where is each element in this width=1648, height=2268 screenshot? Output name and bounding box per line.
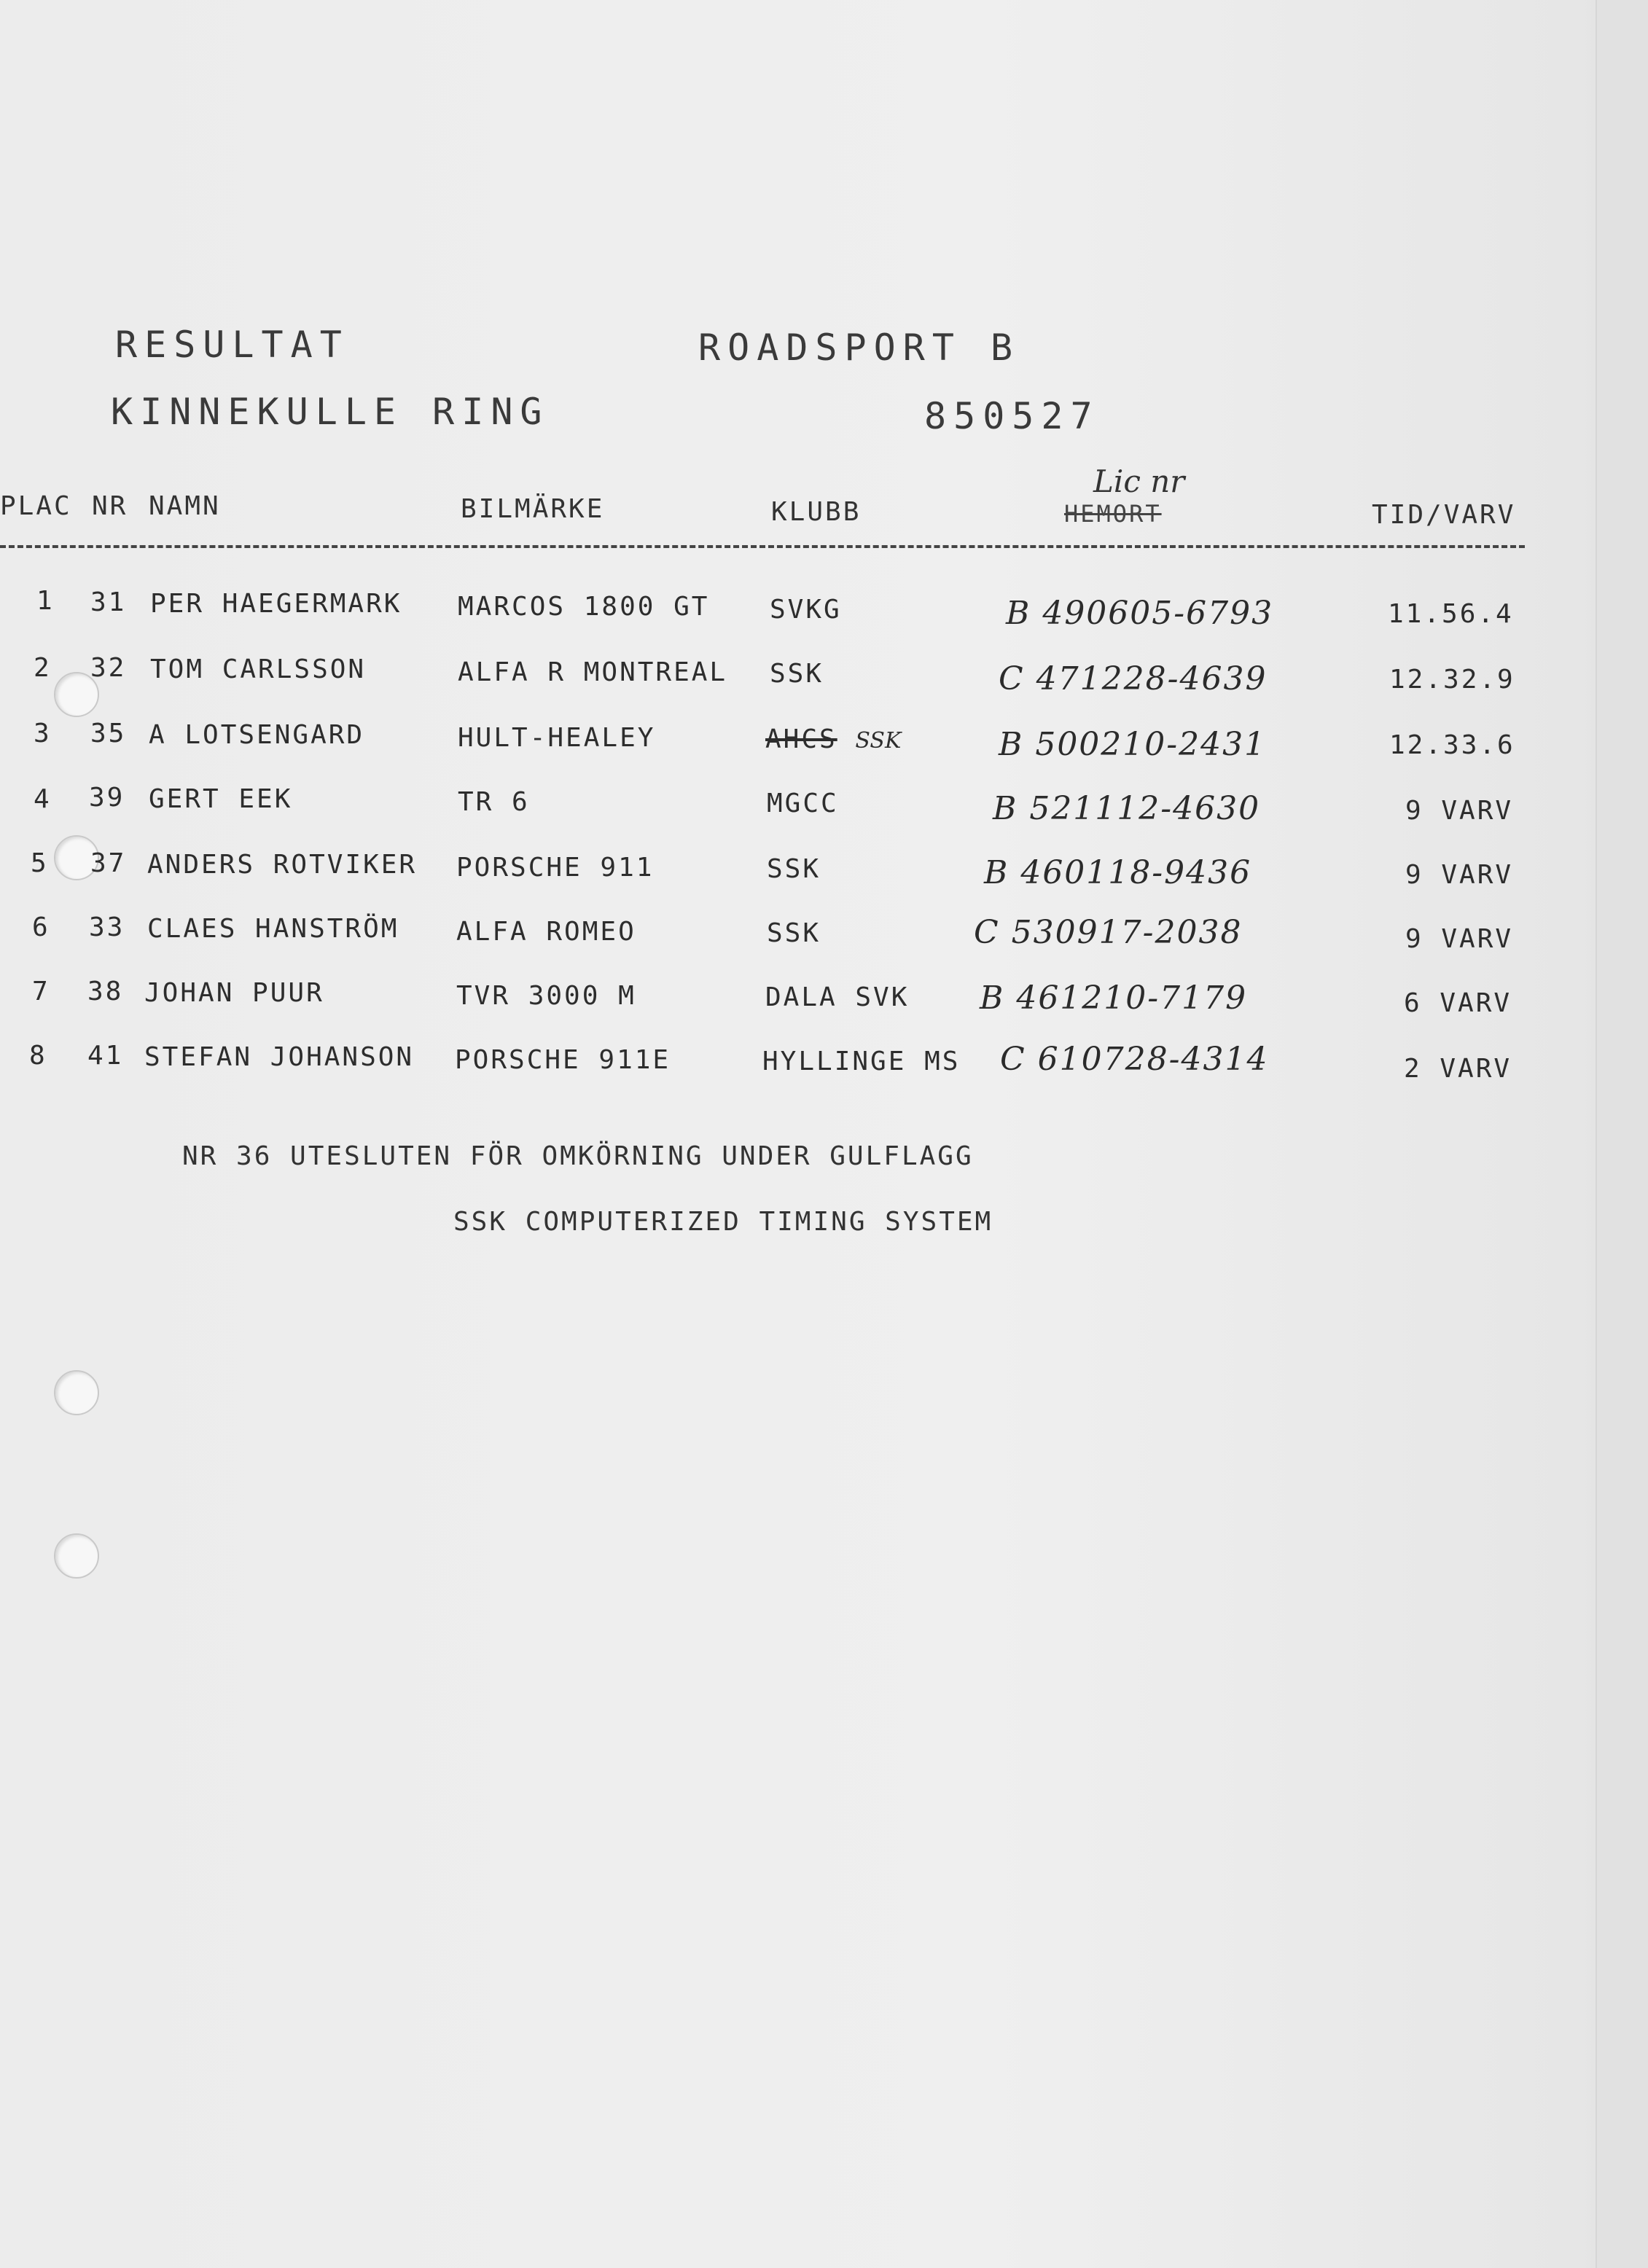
cell-license-handwritten: B 500210-2431: [999, 726, 1267, 763]
klubb-struck: AHCS: [765, 724, 837, 754]
cell-bilmarke: MARCOS 1800 GT: [458, 592, 710, 622]
cell-bilmarke: TR 6: [458, 787, 530, 817]
col-header-namn: NAMN: [149, 491, 221, 521]
cell-tid: 9 VARV: [1405, 924, 1514, 954]
cell-klubb: DALA SVK: [765, 982, 910, 1012]
cell-bilmarke: ALFA R MONTREAL: [458, 657, 728, 687]
cell-nr: 37: [90, 848, 127, 878]
cell-nr: 41: [87, 1041, 124, 1071]
cell-bilmarke: TVR 3000 M: [456, 981, 636, 1011]
cell-klubb: SSK: [770, 659, 824, 689]
cell-plac: 2: [34, 653, 52, 683]
title-date: 850527: [924, 395, 1100, 437]
cell-klubb: SSK: [767, 854, 821, 884]
cell-namn: A LOTSENGARD: [149, 720, 365, 750]
cell-bilmarke: ALFA ROMEO: [456, 917, 636, 947]
cell-tid: 2 VARV: [1404, 1054, 1512, 1084]
cell-plac: 1: [36, 586, 55, 616]
title-resultat: RESULTAT: [115, 324, 349, 366]
footer-note: NR 36 UTESLUTEN FÖR OMKÖRNING UNDER GULFLAGG: [182, 1141, 974, 1171]
cell-klubb: MGCC: [767, 789, 839, 818]
col-header-tid: TID/VARV: [1372, 500, 1516, 530]
hemort-struck-label: HEMORT: [1064, 500, 1162, 528]
cell-nr: 38: [87, 977, 124, 1006]
cell-plac: 5: [31, 848, 49, 878]
cell-license-handwritten: B 460118-9436: [984, 854, 1252, 891]
cell-tid: 12.33.6: [1389, 730, 1515, 760]
cell-tid: 12.32.9: [1389, 665, 1515, 695]
cell-nr: 31: [90, 587, 127, 617]
cell-bilmarke: HULT-HEALEY: [458, 723, 656, 753]
col-header-nr: NR: [92, 491, 128, 521]
cell-nr: 33: [89, 912, 125, 942]
punch-hole: [54, 1370, 99, 1415]
license-handwritten-label: Lic nr: [1093, 464, 1185, 499]
cell-license-handwritten: C 610728-4314: [1000, 1041, 1269, 1078]
cell-plac: 6: [32, 912, 50, 942]
cell-namn: JOHAN PUUR: [144, 978, 324, 1008]
cell-klubb: SVKG: [770, 595, 842, 625]
cell-tid: 9 VARV: [1405, 796, 1514, 826]
title-class: ROADSPORT B: [698, 326, 1020, 369]
cell-nr: 32: [90, 653, 127, 683]
cell-plac: 8: [29, 1041, 47, 1071]
cell-license-handwritten: C 530917-2038: [974, 914, 1243, 951]
cell-license-handwritten: C 471228-4639: [999, 660, 1268, 697]
cell-namn: ANDERS ROTVIKER: [147, 850, 418, 880]
cell-namn: PER HAEGERMARK: [150, 589, 402, 619]
cell-bilmarke: PORSCHE 911E: [455, 1045, 671, 1075]
cell-namn: TOM CARLSSON: [150, 654, 367, 684]
cell-namn: STEFAN JOHANSON: [144, 1042, 415, 1072]
cell-license-handwritten: B 521112-4630: [993, 790, 1261, 827]
cell-plac: 4: [34, 784, 52, 814]
cell-tid: 11.56.4: [1388, 599, 1514, 629]
col-header-klubb: KLUBB: [771, 497, 862, 527]
cell-nr: 39: [89, 783, 125, 813]
cell-namn: CLAES HANSTRÖM: [147, 914, 399, 944]
cell-plac: 7: [32, 977, 50, 1006]
cell-license-handwritten: B 490605-6793: [1006, 595, 1274, 632]
klubb-handwritten: SSK: [855, 728, 902, 754]
cell-klubb: SSK: [767, 918, 821, 948]
header-divider: [0, 545, 1525, 548]
col-header-license: [1064, 464, 1239, 536]
cell-nr: 35: [90, 719, 127, 748]
cell-klubb: HYLLINGE MS: [762, 1047, 961, 1076]
cell-tid: 9 VARV: [1405, 860, 1514, 890]
col-header-bilmarke: BILMÄRKE: [461, 494, 605, 524]
cell-tid: 6 VARV: [1404, 988, 1512, 1018]
cell-bilmarke: PORSCHE 911: [456, 853, 655, 883]
title-venue: KINNEKULLE RING: [111, 391, 550, 433]
paper-edge: [1596, 0, 1648, 2268]
col-header-plac: PLAC: [0, 491, 72, 521]
footer-system: SSK COMPUTERIZED TIMING SYSTEM: [453, 1207, 993, 1237]
cell-namn: GERT EEK: [149, 784, 293, 814]
punch-hole: [54, 1533, 99, 1579]
cell-license-handwritten: B 461210-7179: [980, 979, 1248, 1017]
cell-klubb: [765, 724, 901, 754]
cell-plac: 3: [34, 719, 52, 748]
